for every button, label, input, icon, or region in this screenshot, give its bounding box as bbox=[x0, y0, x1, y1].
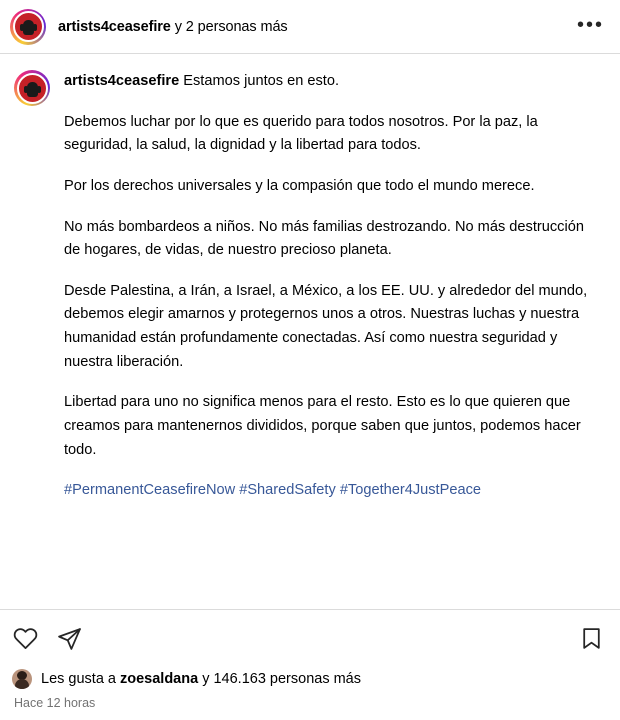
post-author-extra: y 2 personas más bbox=[170, 18, 288, 35]
liker-avatar bbox=[12, 669, 32, 689]
caption-username[interactable]: artists4ceasefire bbox=[64, 73, 180, 89]
likes-row[interactable] bbox=[12, 669, 606, 689]
save-bookmark-icon[interactable] bbox=[578, 626, 604, 652]
caption-avatar[interactable] bbox=[14, 70, 50, 106]
caption-paragraph: Debemos luchar por lo que es querido para todos nosotros. Por la paz, la seguridad, la salud, la dignidad y la libertad para todos. bbox=[64, 113, 538, 154]
share-paperplane-icon[interactable] bbox=[56, 626, 82, 652]
caption-text bbox=[64, 70, 602, 609]
avatar[interactable] bbox=[10, 9, 46, 45]
likes-username[interactable]: zoesaldana bbox=[120, 671, 199, 687]
raised-hand-avatar-icon bbox=[13, 11, 44, 42]
caption-paragraph: No más bombardeos a niños. No más familias destrozando. No más destrucción de hogares, de vidas, de nuestro precioso planeta. bbox=[64, 218, 584, 259]
likes-text bbox=[41, 671, 361, 687]
caption-paragraph: Por los derechos universales y la compasión que todo el mundo merece. bbox=[64, 177, 535, 194]
caption-hashtags[interactable]: #PermanentCeasefireNow #SharedSafety #Together4JustPeace bbox=[64, 482, 481, 499]
post-timestamp: Hace 12 horas bbox=[14, 696, 96, 710]
post-actions bbox=[0, 609, 620, 667]
caption-first-line: Estamos juntos en esto. bbox=[179, 73, 340, 89]
post-footer bbox=[0, 667, 620, 720]
like-heart-icon[interactable] bbox=[12, 626, 38, 652]
likes-prefix: Les gusta a bbox=[41, 671, 120, 687]
post-header bbox=[0, 0, 620, 54]
post-author-title[interactable] bbox=[58, 19, 571, 35]
caption-first-paragraph bbox=[64, 70, 602, 94]
post-caption-area bbox=[0, 54, 620, 609]
post-author-username[interactable]: artists4ceasefire bbox=[58, 18, 171, 35]
caption-paragraph: Libertad para uno no significa menos para el resto. Esto es lo que quieren que creamos para mantenernos divididos, porque saben que juntos, podemos hacer todo. bbox=[64, 394, 581, 458]
raised-hand-avatar-icon bbox=[17, 73, 48, 104]
caption-paragraph: Desde Palestina, a Irán, a Israel, a México, a los EE. UU. y alrededor del mundo, debemos elegir amarnos y protegernos unos a otros. Nuestras luchas y nuestra humanidad están profundamente conectadas. Así como nuestra seguridad y nuestra liberación. bbox=[64, 282, 588, 370]
more-options-icon[interactable]: ••• bbox=[576, 13, 604, 36]
likes-suffix: y 146.163 personas más bbox=[198, 671, 361, 687]
